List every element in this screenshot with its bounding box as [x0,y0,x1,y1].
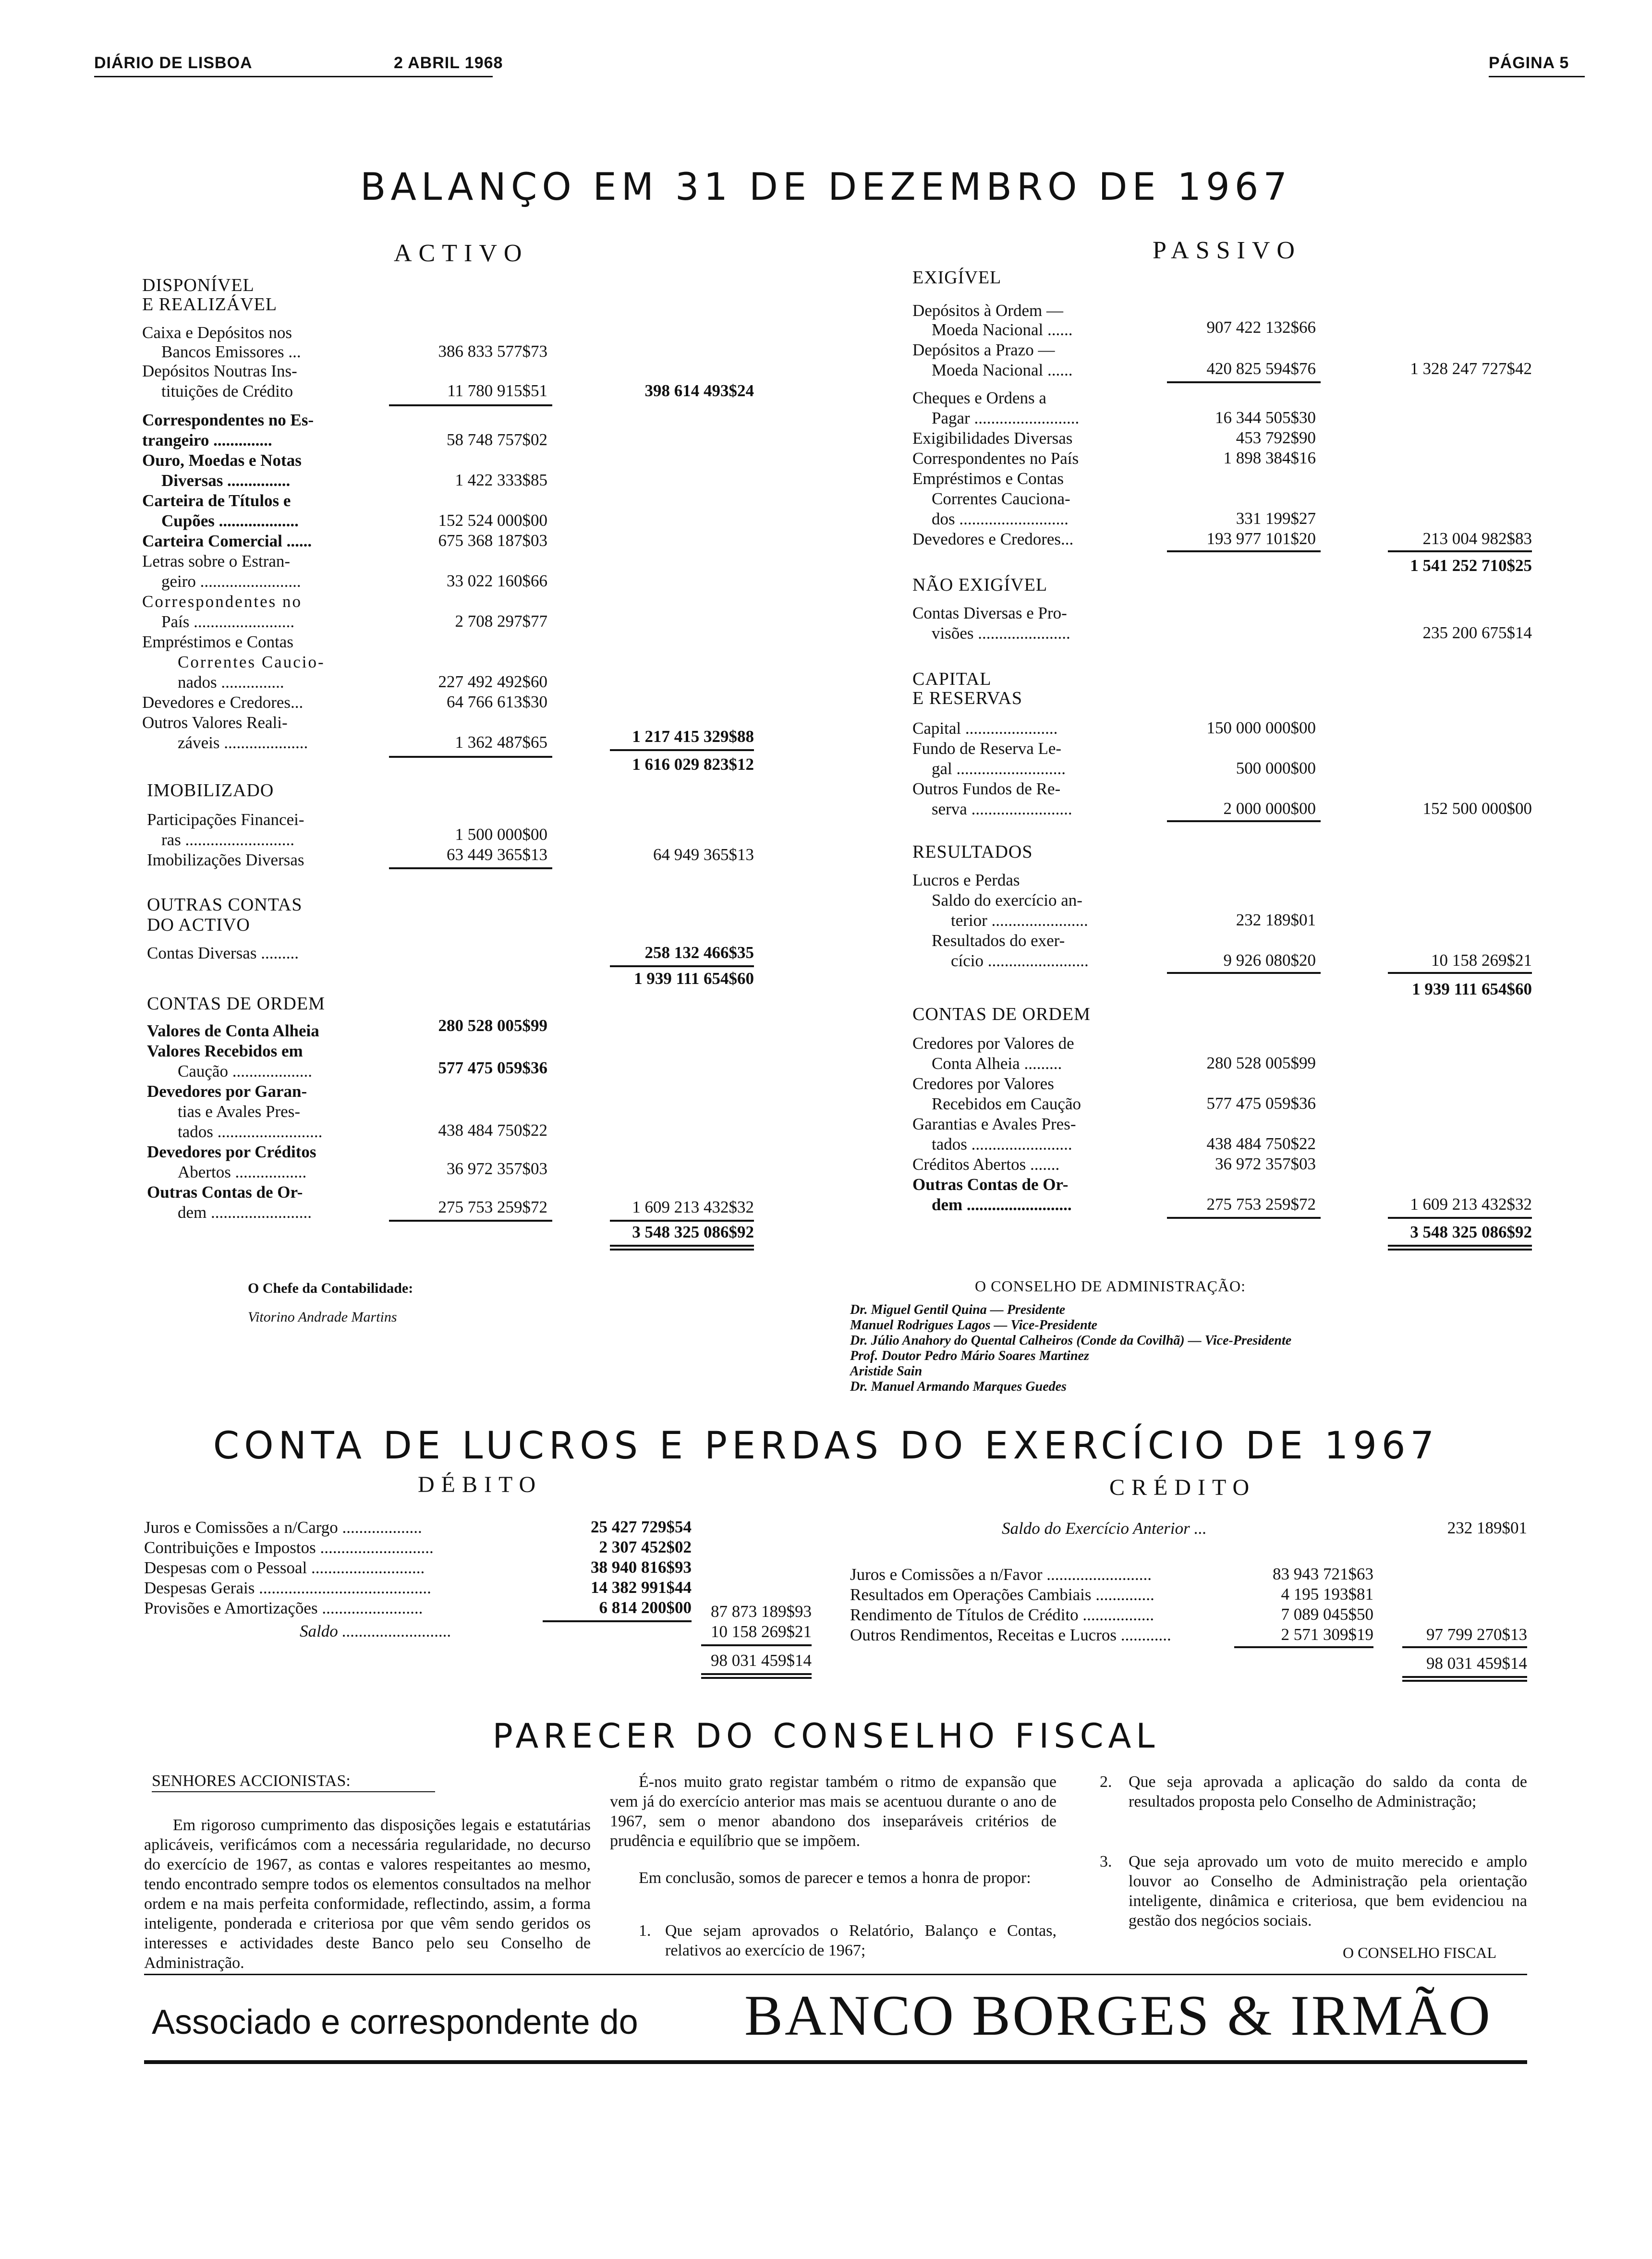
credito-saldo-value: 232 189$01 [1447,1518,1527,1537]
cred-rec-label-2: Recebidos em Caução [932,1094,1081,1113]
letras-value: 33 022 160$66 [447,571,547,590]
outras-label-2: dem ......................... [932,1195,1072,1214]
conselho-title: O CONSELHO DE ADMINISTRAÇÃO: [975,1277,1246,1295]
rule [389,404,552,406]
cap-heading-2: E RESERVAS [912,688,1023,708]
rule [1167,550,1321,552]
empr-label-2: Correntes Caucio- [178,653,325,671]
cred-rec-label-1: Credores por Valores [912,1074,1054,1093]
rule [610,749,754,751]
part-label-2: ras .......................... [161,830,295,849]
rule [543,1620,692,1622]
credito-value-3: 2 571 309$19 [1281,1625,1373,1644]
item1-text: Que sejam aprovados o Relatório, Balanço e Contas, relativos ao exercício de 1967; [665,1922,1057,1959]
outros-label-2: záveis .................... [178,733,308,752]
item2-text: Que seja aprovada a aplicação do saldo da conta de resultados proposta pelo Conselho de Administração; [1129,1773,1527,1810]
corr-pais-label-2: País ........................ [161,612,295,631]
debito-subtotal: 87 873 189$93 [711,1602,812,1621]
rule [1167,972,1321,974]
rule [1388,1217,1532,1219]
masthead-rule [94,76,493,77]
passivo-grand-total: 3 548 325 086$92 [1410,1223,1532,1241]
val-rec-label-1: Valores Recebidos em [147,1042,303,1060]
debito-value-3: 14 382 991$44 [591,1578,692,1597]
cred-val-value: 280 528 005$99 [1206,1054,1316,1072]
credito-label-2: Rendimento de Títulos de Crédito ................. [850,1605,1154,1624]
saldo-label-2: terior ....................... [951,911,1088,930]
rule [1167,820,1321,822]
dev-cred-label-1: Devedores por Créditos [147,1142,316,1161]
member-6: Dr. Manuel Armando Marques Guedes [850,1379,1067,1394]
dep-ordem-label-2: Moeda Nacional ...... [932,320,1073,339]
rule [1167,381,1321,383]
cart-com-value: 675 368 187$03 [438,531,547,550]
outras-value: 275 753 259$72 [1206,1195,1316,1214]
footer-bank: BANCO BORGES & IRMÃO [744,1983,1492,2047]
credito-label-1: Resultados em Operações Cambiais .............. [850,1585,1154,1604]
outros-value: 2 000 000$00 [1223,799,1316,818]
rule [389,867,552,869]
ouro-label-2: Diversas ............... [161,471,291,490]
saldo-label: Saldo .......................... [300,1622,451,1640]
debito-total: 98 031 459$14 [711,1651,812,1670]
masthead-paper: DIÁRIO DE LISBOA [94,54,253,72]
footer-top-rule [144,1974,1527,1975]
masthead-page-rule [1489,76,1585,77]
gar-label-2: tados ........................ [932,1135,1072,1154]
cred-val-label-2: Conta Alheia ......... [932,1054,1062,1073]
debito-label-4: Provisões e Amortizações ........................ [144,1599,423,1617]
result-label-2: cício ........................ [951,951,1089,970]
double-rule [1388,1245,1532,1251]
outros-value: 1 362 487$65 [455,733,547,752]
cred-ab-value: 36 972 357$03 [1215,1154,1316,1173]
debito-label-2: Despesas com o Pessoal ........................... [144,1558,425,1577]
chefe-title: O Chefe da Contabilidade: [248,1280,413,1296]
outros-label-1: Outros Valores Reali- [142,713,288,732]
debito-value-4: 6 814 200$00 [599,1598,692,1617]
devcred-label: Devedores e Credores... [912,530,1074,548]
rule [610,965,754,967]
realiz-total: 1 217 415 329$88 [632,727,754,746]
val-rec-value: 577 475 059$36 [438,1058,547,1077]
credito-heading: CRÉDITO [1109,1475,1256,1500]
ouro-value: 1 422 333$85 [455,471,547,489]
ordem-heading: CONTAS DE ORDEM [147,994,325,1014]
cred-rec-value: 577 475 059$36 [1206,1094,1316,1113]
double-rule [701,1673,812,1679]
member-3: Dr. Júlio Anahory do Quental Calheiros (Conde da Covilhã) — Vice-Presidente [850,1333,1292,1348]
credito-saldo-label: Saldo do Exercício Anterior ... [1002,1519,1207,1538]
dev-gar-value: 438 484 750$22 [438,1121,547,1140]
debito-value-0: 25 427 729$54 [591,1518,692,1536]
rule [1167,1217,1321,1219]
outros-label-2: serva ........................ [932,800,1072,818]
cart-tit-label-2: Cupões ................... [161,511,299,530]
depnout-label-2: tituições de Crédito [161,382,293,401]
dev-gar-label-3: tados ......................... [178,1122,323,1141]
credito-value-1: 4 195 193$81 [1281,1585,1373,1603]
caixa-label-1: Caixa e Depósitos nos [142,323,292,342]
item3-num: 3. [1100,1853,1112,1870]
lucros-label: Lucros e Perdas [912,871,1020,889]
debito-label-1: Contribuições e Impostos ........................... [144,1538,434,1557]
item1-num: 1. [639,1922,651,1940]
rule [389,1220,552,1222]
rule [1402,1646,1527,1648]
credito-total: 98 031 459$14 [1426,1654,1527,1673]
rule [1234,1646,1373,1648]
empr-label-2: Correntes Cauciona- [932,489,1070,508]
cart-com-label: Carteira Comercial ...... [142,532,312,550]
rule [610,1220,754,1222]
ordem-heading: CONTAS DE ORDEM [912,1004,1091,1024]
dep-total: 1 328 247 727$42 [1410,359,1532,378]
cheques-value: 16 344 505$30 [1215,408,1316,427]
cap-total: 152 500 000$00 [1422,799,1532,818]
activo-heading: ACTIVO [394,240,529,267]
empr-label-1: Empréstimos e Contas [142,632,293,651]
devcred-total: 213 004 982$83 [1422,529,1532,548]
imob-total: 64 949 365$13 [653,845,754,864]
contas-div-total: 258 132 466$35 [644,943,754,962]
balance-title: BALANÇO EM 31 DE DEZEMBRO DE 1967 [360,166,1292,209]
cart-tit-label-1: Carteira de Títulos e [142,491,291,510]
activo-grand-total: 3 548 325 086$92 [632,1223,754,1241]
saldo-value: 10 158 269$21 [711,1622,812,1641]
parecer-col2-p2: Em conclusão, somos de parecer e temos a honra de propor: [639,1869,1031,1887]
member-2: Manuel Rodrigues Lagos — Vice-Presidente [850,1318,1097,1333]
item3-text: Que seja aprovado um voto de muito merecido e amplo louvor ao Conselho de Administração pela orientação inteligente, dinâmica e criteriosa, que bem evidenciou na gestão dos negócios sociais. [1129,1853,1527,1930]
member-1: Dr. Miguel Gentil Quina — Presidente [850,1302,1066,1317]
dev-gar-label-1: Devedores por Garan- [147,1082,307,1101]
val-alheia-value: 280 528 005$99 [438,1016,547,1035]
empr-label-1: Empréstimos e Contas [912,469,1064,488]
depnout-label-1: Depósitos Noutras Ins- [142,362,297,380]
cart-tit-value: 152 524 000$00 [438,511,547,530]
outras-ord-label-1: Outras Contas de Or- [147,1183,303,1202]
conselho-members [850,1302,1291,1395]
gar-value: 438 484 750$22 [1206,1134,1316,1153]
cred-ab-label: Créditos Abertos ....... [912,1155,1060,1174]
cheques-label-1: Cheques e Ordens a [912,389,1046,407]
double-rule [610,1245,754,1251]
activo-total: 1 939 111 654$60 [634,969,754,988]
rule [1388,972,1532,974]
val-rec-label-2: Caução ................... [178,1062,312,1081]
empr-label-3: dos .......................... [932,510,1069,528]
parecer-col1: Em rigoroso cumprimento das disposições legais e estatutárias aplicáveis, verificámos com a necessária regularidade, no decurso do exercício de 1967, as contas e valores respeitantes ao mesmo, tendo encontrado sempre todos os elementos consultados na melhor ordem e na mais perfeita conformidade, reflectindo, assim, a forma inteligente, ponderada e criteriosa por que vêm sendo geridos os interesses e actividades deste Banco pelo seu Conselho de Administração. [144,1816,591,1972]
dev-cred-value: 36 972 357$03 [447,1159,547,1178]
depnout-value: 11 780 915$51 [447,381,547,400]
result-label-1: Resultados do exer- [932,931,1065,950]
corr-est-label-2: trangeiro .............. [142,431,272,449]
outras-ord-label-2: dem ........................ [178,1203,312,1222]
exig-div-value: 453 792$90 [1236,428,1316,447]
debito-heading: DÉBITO [418,1472,543,1497]
debito-value-1: 2 307 452$02 [599,1538,692,1556]
credito-label-3: Outros Rendimentos, Receitas e Lucros ............ [850,1626,1171,1644]
part-value: 1 500 000$00 [455,825,547,844]
part-label-1: Participações Financei- [147,810,304,829]
dep-ordem-value: 907 422 132$66 [1206,318,1316,337]
ouro-label-1: Ouro, Moedas e Notas [142,451,302,470]
empr-value: 227 492 492$60 [438,672,547,691]
ordem-total: 1 609 213 432$32 [1410,1195,1532,1214]
masthead-date: 2 ABRIL 1968 [394,54,503,72]
dep-ordem-label-1: Depósitos à Ordem — [912,301,1063,320]
exig-heading: EXIGÍVEL [912,267,1002,288]
outras-heading-1: OUTRAS CONTAS [147,895,303,915]
rule [1388,550,1532,552]
credito-subtotal: 97 799 270$13 [1426,1625,1527,1644]
fundo-label-2: gal .......................... [932,759,1066,778]
corr-est-label-1: Correspondentes no Es- [142,411,314,429]
credito-value-2: 7 089 045$50 [1281,1605,1373,1624]
passivo-total: 1 939 111 654$60 [1412,980,1532,998]
dev-gar-label-2: tias e Avales Pres- [178,1102,300,1121]
corr-pais-value: 2 708 297$77 [455,612,547,631]
dev-cred-label-2: Abertos ................. [178,1163,307,1181]
outros-label-1: Outros Fundos de Re- [912,779,1061,798]
corr-est-value: 58 748 757$02 [447,430,547,449]
member-5: Aristide Sain [850,1364,923,1379]
credito-value-0: 83 943 721$63 [1273,1565,1373,1583]
activo-subtotal: 1 616 029 823$12 [632,755,754,774]
fundo-label-1: Fundo de Reserva Le- [912,739,1062,758]
disp-total: 398 614 493$24 [644,381,754,400]
res-total: 10 158 269$21 [1431,951,1532,970]
result-value: 9 926 080$20 [1223,951,1316,970]
chefe-name: Vitorino Andrade Martins [248,1309,397,1325]
double-rule [1402,1676,1527,1682]
cap-heading-1: CAPITAL [912,669,992,689]
empr-label-3: nados ............... [178,673,284,692]
passivo-heading: PASSIVO [1153,237,1301,264]
empr-value: 331 199$27 [1236,509,1316,528]
debito-label-0: Juros e Comissões a n/Cargo ................... [144,1518,422,1537]
dep-prazo-label-1: Depósitos a Prazo — [912,340,1055,359]
devcred-value: 193 977 101$20 [1206,529,1316,548]
parecer-salutation: SENHORES ACCIONISTAS: [152,1772,351,1790]
val-alheia-label: Valores de Conta Alheia [147,1021,319,1040]
debito-label-3: Despesas Gerais ......................................... [144,1579,431,1597]
rule [389,756,552,758]
masthead-page: PÁGINA 5 [1489,54,1569,72]
exig-div-label: Exigibilidades Diversas [912,429,1073,448]
nexig-heading: NÃO EXIGÍVEL [912,575,1048,595]
credito-label-0: Juros e Comissões a n/Favor ......................... [850,1565,1152,1584]
corr-pais-label-1: Correspondentes no [142,592,302,611]
capital-value: 150 000 000$00 [1206,718,1316,737]
res-heading: RESULTADOS [912,842,1033,862]
exig-total: 1 541 252 710$25 [1410,556,1532,575]
parecer-col2-p1: É-nos muito grato registar também o ritmo de expansão que vem já do exercício anterior mas mais se acentuou durante o ano de 1967, sem o menor abandono dos inseparáveis critérios de prudência e equilíbrio que se impõem. [610,1773,1057,1850]
contas-div-label-2: visões ...................... [932,624,1070,643]
saldo-value: 232 189$01 [1236,911,1316,929]
dep-prazo-value: 420 825 594$76 [1206,359,1316,378]
cred-val-label-1: Credores por Valores de [912,1034,1074,1053]
contas-div-label-1: Contas Diversas e Pro- [912,604,1067,622]
contas-div-label: Contas Diversas ......... [147,944,299,962]
gar-label-1: Garantias e Avales Pres- [912,1115,1076,1133]
corr-pais-label: Correspondentes no País [912,449,1079,468]
outras-heading-2: DO ACTIVO [147,915,250,935]
saldo-label-1: Saldo do exercício an- [932,891,1082,910]
outras-ord-value: 275 753 259$72 [438,1198,547,1216]
disp-heading-2: E REALIZÁVEL [142,294,278,315]
rule [701,1644,812,1646]
caixa-label-2: Bancos Emissores ... [161,342,301,361]
devcred-label: Devedores e Credores... [142,693,304,712]
letras-label-2: geiro ........................ [161,572,301,591]
devcred-value: 64 766 613$30 [447,692,547,711]
corr-pais-value: 1 898 384$16 [1223,449,1316,467]
disp-heading-1: DISPONÍVEL [142,275,255,295]
member-4: Prof. Doutor Pedro Mário Soares Martinez [850,1348,1089,1363]
capital-label: Capital ...................... [912,719,1058,738]
imob-heading: IMOBILIZADO [147,780,274,801]
footer-prefix: Associado e correspondente do [152,2003,638,2041]
parecer-signature: O CONSELHO FISCAL [1343,1944,1497,1961]
ordem-total: 1 609 213 432$32 [632,1198,754,1216]
parecer-title: PARECER DO CONSELHO FISCAL [492,1716,1160,1756]
letras-label-1: Letras sobre o Estran- [142,552,291,571]
contas-div-total: 235 200 675$14 [1422,623,1532,642]
dep-prazo-label-2: Moeda Nacional ...... [932,361,1073,379]
cheques-label-2: Pagar ......................... [932,409,1080,427]
item2-num: 2. [1100,1773,1112,1791]
salutation-underline [152,1791,435,1792]
imob-div-label: Imobilizações Diversas [147,850,304,869]
caixa-value: 386 833 577$73 [438,342,547,361]
imob-div-value: 63 449 365$13 [447,845,547,864]
debito-value-2: 38 940 816$93 [591,1558,692,1577]
lucros-title: CONTA DE LUCROS E PERDAS DO EXERCÍCIO DE 1967 [213,1424,1439,1468]
fundo-value: 500 000$00 [1236,759,1316,777]
outras-label-1: Outras Contas de Or- [912,1175,1069,1194]
footer-bottom-rule [144,2060,1527,2064]
